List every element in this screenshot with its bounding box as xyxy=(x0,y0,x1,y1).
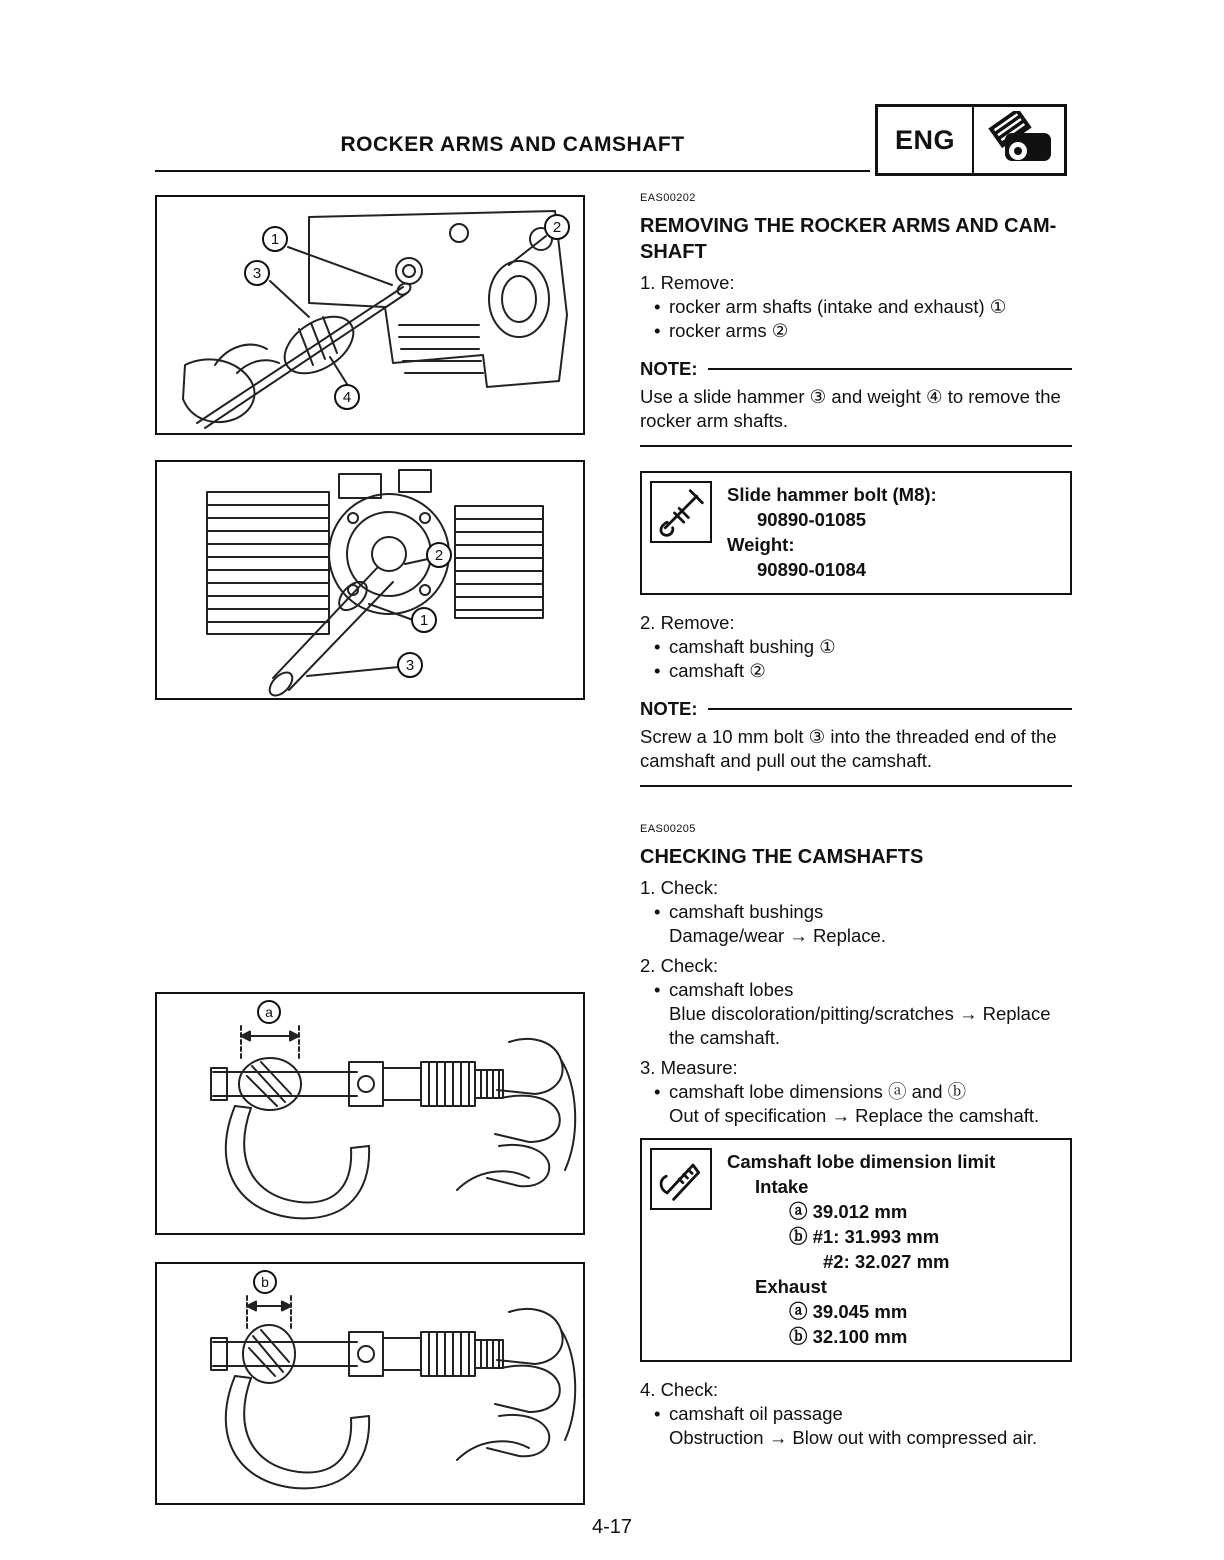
step-label: 2. Remove: xyxy=(640,612,735,633)
note-label: NOTE: xyxy=(640,358,698,379)
bullet-item xyxy=(640,295,1072,319)
section-code: EAS00202 xyxy=(640,192,696,204)
eng-tab xyxy=(875,104,1067,176)
tool-number: 90890-01085 xyxy=(757,509,867,530)
tool-number: 90890-01084 xyxy=(757,559,867,580)
figure-camshaft-illustration xyxy=(157,462,583,698)
callout-3: 3 xyxy=(244,260,270,286)
step-label: 2. Check: xyxy=(640,955,719,976)
spec-value: #2: 32.027 mm xyxy=(823,1251,950,1272)
detail-text: Out of specification → Replace the camshaft. xyxy=(669,1105,1040,1126)
micrometer-icon xyxy=(656,1154,706,1204)
section-rule xyxy=(640,445,1072,447)
bullet-item xyxy=(640,635,1072,659)
bullet-text: camshaft bushing ① xyxy=(669,636,836,657)
spec-icon-box xyxy=(650,1148,712,1210)
content-column xyxy=(640,186,1072,1450)
bullet-item xyxy=(640,319,1072,343)
spec-intake-label: Intake xyxy=(755,1176,809,1197)
step-label: 1. Remove: xyxy=(640,272,735,293)
spec-value: ⓑ #1: 31.993 mm xyxy=(789,1226,940,1247)
page-number: 4-17 xyxy=(591,1516,633,1538)
tool-info-box xyxy=(640,471,1072,595)
figure-rocker-arm-removal xyxy=(155,195,585,435)
bullet-text: rocker arm shafts (intake and exhaust) ① xyxy=(669,296,1007,317)
callout-b: b xyxy=(253,1270,277,1294)
detail-text: Obstruction → Blow out with compressed air. xyxy=(669,1427,1038,1448)
detail-text: Damage/wear → Replace. xyxy=(669,925,886,946)
header-rule xyxy=(155,170,870,172)
bullet-marker: • xyxy=(654,636,661,657)
note-rule xyxy=(708,368,1072,370)
bullet-marker: • xyxy=(654,1081,661,1102)
bullet-item xyxy=(640,900,1072,924)
spec-value: ⓐ 39.045 mm xyxy=(789,1301,908,1322)
spec-value: ⓐ 39.012 mm xyxy=(789,1201,908,1222)
callout-1: 1 xyxy=(411,607,437,633)
bullet-item xyxy=(640,1402,1072,1426)
section-heading-checking: CHECKING THE CAMSHAFTS xyxy=(640,846,924,868)
note-heading xyxy=(640,357,1072,381)
tool-icon-box xyxy=(650,481,712,543)
heading-line: REMOVING THE ROCKER ARMS AND CAM- xyxy=(640,215,1057,237)
spec-exhaust-label: Exhaust xyxy=(755,1276,827,1297)
note-heading xyxy=(640,697,1072,721)
bullet-marker: • xyxy=(654,979,661,1000)
spec-value: ⓑ 32.100 mm xyxy=(789,1326,908,1347)
bullet-text: camshaft lobes xyxy=(669,979,794,1000)
figure-camshaft-removal xyxy=(155,460,585,700)
callout-2: 2 xyxy=(544,214,570,240)
slide-hammer-icon xyxy=(656,487,706,537)
bullet-marker: • xyxy=(654,901,661,922)
bullet-item xyxy=(640,978,1072,1002)
callout-4: 4 xyxy=(334,384,360,410)
section-heading-removing xyxy=(640,213,1072,265)
figure-micrometer-a-illustration xyxy=(157,994,583,1233)
bullet-text: rocker arms ② xyxy=(669,320,789,341)
step-label: 1. Check: xyxy=(640,877,719,898)
page-title: ROCKER ARMS AND CAMSHAFT xyxy=(340,133,685,156)
section-rule xyxy=(640,785,1072,787)
tool-name: Slide hammer bolt (M8): xyxy=(727,484,937,505)
bullet-marker: • xyxy=(654,296,661,317)
figure-lobe-measurement-a xyxy=(155,992,585,1235)
note-text: Use a slide hammer ③ and weight ④ to remove the rocker arm shafts. xyxy=(640,386,1061,431)
spec-box xyxy=(640,1138,1072,1362)
bullet-marker: • xyxy=(654,1403,661,1424)
figure-lobe-measurement-b xyxy=(155,1262,585,1505)
bullet-text: camshaft oil passage xyxy=(669,1403,843,1424)
detail-text: Blue discoloration/pitting/scratches → Replace the camshaft. xyxy=(669,1003,1051,1048)
bullet-text: camshaft lobe dimensions ⓐ and ⓑ xyxy=(669,1081,967,1102)
bullet-text: camshaft ② xyxy=(669,660,766,681)
step-label: 4. Check: xyxy=(640,1379,719,1400)
section-code: EAS00205 xyxy=(640,823,696,835)
callout-3: 3 xyxy=(397,652,423,678)
note-rule xyxy=(708,708,1072,710)
eng-label: ENG xyxy=(878,107,974,173)
bullet-marker: • xyxy=(654,320,661,341)
note-text: Screw a 10 mm bolt ③ into the threaded end of the camshaft and pull out the camshaft. xyxy=(640,726,1057,771)
bullet-item xyxy=(640,1080,1072,1104)
bullet-text: camshaft bushings xyxy=(669,901,824,922)
step-label: 3. Measure: xyxy=(640,1057,738,1078)
figure-rocker-arm-illustration xyxy=(157,197,583,433)
callout-2: 2 xyxy=(426,542,452,568)
spec-title: Camshaft lobe dimension limit xyxy=(727,1151,996,1172)
bullet-marker: • xyxy=(654,660,661,681)
note-label: NOTE: xyxy=(640,698,698,719)
heading-line: SHAFT xyxy=(640,241,707,263)
callout-a: a xyxy=(257,1000,281,1024)
figure-micrometer-b-illustration xyxy=(157,1264,583,1503)
tool-name: Weight: xyxy=(727,534,795,555)
callout-1: 1 xyxy=(262,226,288,252)
bullet-item xyxy=(640,659,1072,683)
engine-icon xyxy=(974,107,1064,173)
